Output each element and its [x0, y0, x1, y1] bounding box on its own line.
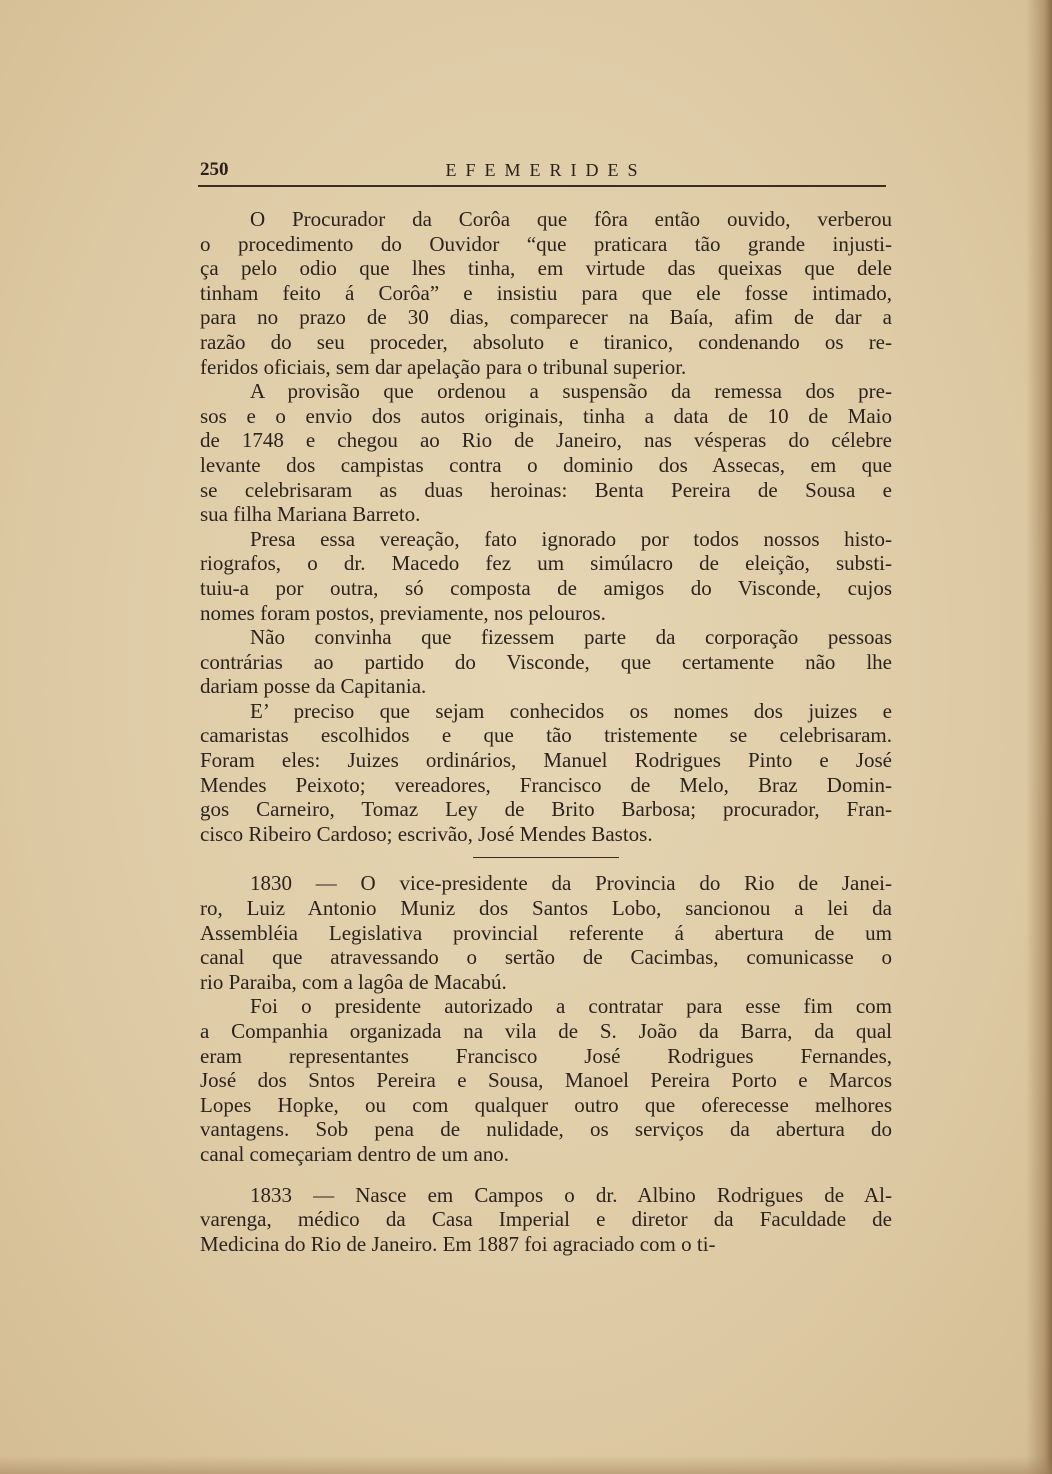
text-line: feridos oficiais, sem dar apelação para o tribunal superior.	[200, 354, 687, 379]
paragraph	[200, 994, 892, 1166]
text-line: Medicina do Rio de Janeiro. Em 1887 foi agraciado com o ti-	[200, 1231, 716, 1256]
text-line: varenga, médico da Casa Imperial e diretor da Faculdade de	[200, 1207, 892, 1232]
text-line: o procedimento do Ouvidor “que praticara tão grande injusti-	[200, 231, 892, 256]
text-line: se celebrisaram as duas heroinas: Benta Pereira de Sousa e	[200, 477, 892, 502]
page-bottom-shadow	[0, 1456, 1052, 1474]
paragraph	[200, 871, 892, 994]
text-line: contrárias ao partido do Visconde, que certamente não lhe	[200, 649, 892, 674]
text-line: 1830 — O vice-presidente da Provincia do Rio de Janei-	[250, 871, 892, 896]
page-edge-shadow	[1026, 0, 1052, 1474]
text-line: eram representantes Francisco José Rodrigues Fernandes,	[200, 1043, 892, 1068]
text-line: gos Carneiro, Tomaz Ley de Brito Barbosa; procurador, Fran-	[200, 797, 892, 822]
text-line: tinham feito á Corôa” e insistiu para que ele fosse intimado,	[200, 280, 892, 305]
text-line: Mendes Peixoto; vereadores, Francisco de Melo, Braz Domin-	[200, 772, 892, 797]
running-title: EFEMERIDES	[445, 160, 647, 180]
text-line: A provisão que ordenou a suspensão da remessa dos pre-	[250, 379, 892, 404]
text-line: sua filha Mariana Barreto.	[200, 502, 421, 527]
text-line: camaristas escolhidos e que tão tristemente se celebrisaram.	[200, 723, 892, 748]
text-line: José dos Sntos Pereira e Sousa, Manoel Pereira Porto e Marcos	[200, 1068, 892, 1093]
text-line: riografos, o dr. Macedo fez um simúlacro de eleição, substi-	[200, 551, 892, 576]
section-divider	[473, 857, 619, 858]
text-line: sos e o envio dos autos originais, tinha a data de 10 de Maio	[200, 403, 892, 428]
text-line: vantagens. Sob pena de nulidade, os serviços da abertura do	[200, 1117, 892, 1142]
text-line: levante dos campistas contra o dominio dos Assecas, em que	[200, 452, 892, 477]
text-line: Presa essa vereação, fato ignorado por todos nossos histo-	[250, 526, 892, 551]
paragraph	[200, 207, 892, 379]
text-line: canal que atravessando o sertão de Cacimbas, comunicasse o	[200, 945, 892, 970]
text-line: 1833 — Nasce em Campos o dr. Albino Rodrigues de Al-	[250, 1182, 892, 1207]
text-line: rio Paraiba, com a lagôa de Macabú.	[200, 969, 507, 994]
text-line: Não convinha que fizessem parte da corporação pessoas	[250, 625, 892, 650]
text-line: para no prazo de 30 dias, comparecer na Baía, afim de dar a	[200, 305, 892, 330]
text-line: O Procurador da Corôa que fôra então ouvido, verberou	[250, 207, 892, 231]
body-text	[200, 207, 892, 1256]
paragraph	[200, 699, 892, 847]
text-line: Assembléia Legislativa provincial referente á abertura de um	[200, 920, 892, 945]
page-header	[198, 157, 886, 187]
text-line: ro, Luiz Antonio Muniz dos Santos Lobo, sancionou a lei da	[200, 896, 892, 921]
paragraph	[200, 379, 892, 527]
section-gap	[200, 1167, 892, 1183]
page-number: 250	[200, 159, 229, 180]
text-line: ça pelo odio que lhes tinha, em virtude das queixas que dele	[200, 256, 892, 281]
text-line: de 1748 e chegou ao Rio de Janeiro, nas vésperas do célebre	[200, 428, 892, 453]
paragraph	[200, 527, 892, 625]
paragraph	[200, 1183, 892, 1257]
text-line: nomes foram postos, previamente, nos pelouros.	[200, 600, 606, 625]
text-line: Foram eles: Juizes ordinários, Manuel Rodrigues Pinto e José	[200, 748, 892, 773]
text-line: cisco Ribeiro Cardoso; escrivão, José Mendes Bastos.	[200, 821, 653, 846]
paragraph	[200, 625, 892, 699]
text-line: tuiu-a por outra, só composta de amigos do Visconde, cujos	[200, 575, 892, 600]
text-line: a Companhia organizada na vila de S. João da Barra, da qual	[200, 1019, 892, 1043]
text-line: Lopes Hopke, ou com qualquer outro que oferecesse melhores	[200, 1092, 892, 1117]
text-line: Foi o presidente autorizado a contratar para esse fim com	[250, 994, 892, 1019]
text-line: dariam posse da Capitania.	[200, 674, 427, 699]
text-line: canal começariam dentro de um ano.	[200, 1141, 510, 1166]
text-line: E’ preciso que sejam conhecidos os nomes dos juizes e	[250, 698, 892, 723]
text-line: razão do seu proceder, absoluto e tiranico, condenando os re-	[200, 329, 892, 354]
